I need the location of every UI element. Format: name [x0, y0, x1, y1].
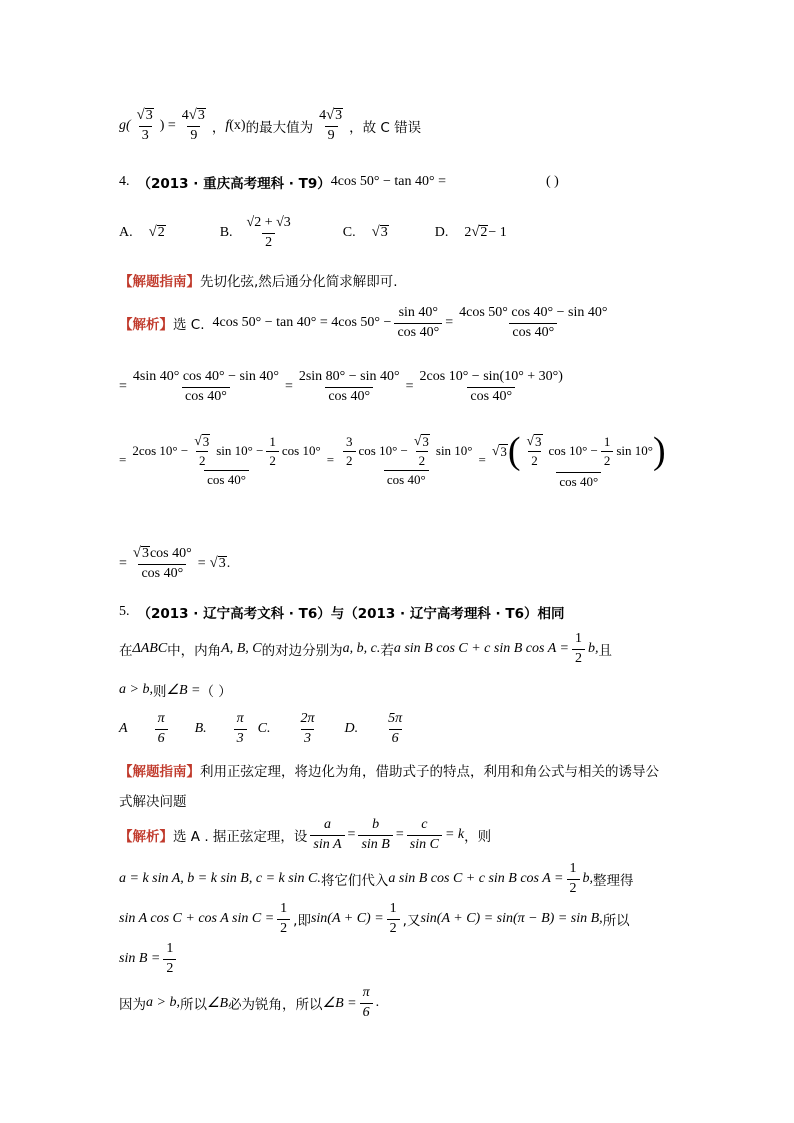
expr: a > b,	[119, 682, 153, 697]
den: 3	[301, 729, 314, 747]
question-5-statement-1	[119, 632, 612, 666]
question-4-solution-line-3	[119, 432, 672, 489]
question-4-solution-line-1	[119, 306, 613, 340]
answer-tag: 【解析】	[119, 829, 173, 846]
den: 9	[325, 126, 338, 144]
q-number: 4.	[119, 174, 130, 189]
guide-tag: 【解题指南】	[119, 764, 200, 780]
option-a-value: √ 2	[148, 224, 165, 241]
t: 所以	[602, 913, 630, 930]
num: 2sin 80° − sin 40°	[298, 369, 400, 384]
num: c	[421, 817, 428, 832]
den: 2	[416, 451, 429, 468]
question-5-header	[119, 602, 564, 622]
option-d-label: D.	[344, 721, 359, 737]
frac-step-2	[456, 306, 610, 340]
frac-final: √ 3 cos 40° cos 40°	[132, 545, 192, 581]
frac-half	[572, 632, 585, 666]
option-b-value	[244, 216, 294, 250]
period: .	[226, 555, 231, 571]
den: cos 40°	[204, 470, 249, 487]
num: 1	[603, 433, 611, 449]
rad: 3	[218, 555, 226, 571]
question-5-solution-4	[119, 942, 179, 976]
den: 2	[266, 451, 279, 468]
answer-blank: （ ）	[200, 684, 232, 700]
t: 因为	[119, 997, 146, 1014]
eq-k: = k	[444, 827, 465, 843]
eq: ) =	[159, 117, 176, 133]
den: 9	[187, 126, 200, 144]
question-5-solution-2	[119, 862, 634, 896]
conclusion: ，故 C 错误	[349, 119, 422, 136]
expr: a = k sin A, b = k sin B, c = k sin C.	[119, 871, 321, 887]
fraction-sqrt3-over-3: √ 3 3	[136, 107, 153, 143]
question-4-solution-line-4	[119, 546, 230, 581]
rad: 3	[145, 108, 153, 123]
q-number: 5.	[119, 604, 130, 619]
eq: =	[119, 555, 127, 571]
expr: sin B =	[119, 951, 161, 967]
expr: a > b,	[146, 995, 180, 1011]
num: cos 40°	[149, 546, 192, 561]
f-arg: (x)	[229, 117, 246, 133]
num: 5π	[388, 711, 403, 726]
t: 则	[152, 684, 167, 700]
num: 1	[389, 901, 397, 916]
eq: =	[119, 452, 127, 468]
num: 1	[280, 901, 288, 916]
rad: 3	[335, 108, 343, 123]
frac-step-7: $\frac{3}{2}$ cos 10° − √ 3 2 sin 10° cos 40°	[337, 434, 475, 486]
num: a	[323, 817, 331, 832]
t: 必为锐角，所以	[228, 997, 323, 1014]
eq: =	[445, 315, 454, 331]
angle: ∠B	[206, 995, 229, 1011]
t: ,又	[402, 913, 421, 930]
n4: 4	[319, 108, 327, 123]
comma: ，	[211, 119, 226, 136]
rad: 3	[535, 434, 542, 450]
period: .	[375, 995, 380, 1011]
expr: sin A cos C + cos A sin C =	[119, 911, 275, 927]
frac-step-3	[130, 370, 282, 404]
den: sin A	[310, 835, 344, 853]
den: sin B	[358, 835, 392, 853]
eq: =	[347, 827, 356, 843]
den: cos 40°	[384, 470, 429, 487]
answer-choice: 选 C.	[173, 317, 205, 334]
den: 2	[567, 879, 580, 897]
expr: sin(A + C) = sin(π − B) = sin B,	[420, 911, 603, 927]
question-5-solution-3	[119, 902, 630, 936]
angle: ∠B =	[166, 682, 201, 698]
num: 2π	[300, 711, 315, 726]
t: 在	[119, 643, 133, 660]
rad: 3	[380, 225, 388, 241]
question-5-solution-1	[119, 818, 491, 852]
t: ，则	[464, 829, 492, 846]
option-a-label: A.	[119, 225, 133, 241]
option-b-label: B.	[219, 225, 233, 241]
t1: 2cos 10° −	[132, 443, 189, 459]
frac-step-6: 2cos 10° − √ 3 2 sin 10° − $\frac{1}{2}$ cos 10° cos 40°	[132, 433, 321, 487]
answer-text: 选 A . 据正弦定理，设	[173, 829, 308, 846]
t1: cos 10° −	[358, 443, 408, 459]
question-5-statement-2	[119, 680, 232, 700]
t: 将它们代入	[320, 873, 389, 890]
option-c-value: √ 3	[371, 224, 388, 241]
rad: 3	[141, 546, 149, 561]
question-4-header	[119, 172, 559, 192]
eq: =	[197, 555, 206, 571]
frac-step-5	[417, 370, 566, 404]
den: 2	[163, 959, 176, 977]
expr: a sin B cos C + c sin B cos A =	[393, 641, 569, 657]
q-source: （2013 · 辽宁高考文科 · T6）与（2013 · 辽宁高考理科 · T6）相同	[137, 606, 565, 622]
q-source: （2013 · 重庆高考理科 · T9）	[137, 176, 331, 192]
question-4-options	[119, 216, 507, 250]
num: 1	[574, 631, 582, 646]
option-a-label: A	[119, 721, 128, 737]
question-5-guide-2	[119, 790, 187, 810]
option-c-label: C.	[342, 225, 356, 241]
den: cos 40°	[467, 387, 515, 405]
t: 且	[598, 643, 612, 660]
answer-tag: 【解析】	[119, 317, 173, 334]
den: sin C	[407, 835, 442, 853]
num: 4cos 50° cos 40° − sin 40°	[459, 305, 608, 320]
t: 所以	[179, 997, 207, 1014]
den: 2	[601, 451, 614, 468]
guide-tag: 【解题指南】	[119, 274, 200, 290]
q-expression: 4cos 50° − tan 40° =	[330, 174, 446, 189]
den: cos 40°	[325, 387, 373, 405]
eq: =	[119, 379, 127, 395]
expr: a sin B cos C + c sin B cos A =	[388, 871, 564, 887]
num: π	[236, 711, 244, 726]
angle-eq: ∠B =	[322, 995, 357, 1011]
eq: =	[478, 452, 486, 468]
line-g-value	[119, 108, 421, 143]
expr-left: 4cos 50° − tan 40° = 4cos 50° −	[212, 315, 392, 331]
angles: A, B, C	[221, 641, 262, 657]
num: 1	[166, 941, 174, 956]
t: 整理得	[593, 873, 634, 890]
option-b-label: B.	[194, 721, 207, 737]
rad: 3	[500, 443, 507, 459]
tri: ΔABC	[132, 641, 168, 657]
rad: 2	[480, 225, 488, 241]
den: 3	[139, 126, 152, 144]
num: 3	[346, 433, 353, 449]
answer-blank: ( )	[546, 174, 559, 189]
den: cos 40°	[182, 387, 230, 405]
num: 1	[269, 433, 276, 449]
frac-sin40-cos40	[394, 306, 442, 340]
sides: a, b, c.	[342, 641, 381, 657]
t2: sin 10°	[435, 443, 473, 459]
t3: cos 10°	[281, 443, 321, 459]
den: 6	[155, 729, 168, 747]
frac-step-8: √ 3 ( √ 3 2 cos 10° − $\frac{1}{2}$ sin 10° ) cos 40°	[491, 430, 666, 489]
den: 2	[196, 451, 209, 468]
den: 2	[528, 451, 541, 468]
t: 的对边分别为	[261, 643, 343, 660]
rad: 3	[422, 434, 429, 450]
den: 2	[343, 451, 356, 468]
t: ,即	[293, 913, 311, 930]
rad: 3	[197, 108, 205, 123]
g-open: g(	[119, 117, 131, 133]
den: cos 40°	[509, 323, 557, 341]
t1: cos 10° −	[548, 443, 598, 459]
rad: 3	[202, 434, 210, 450]
eq: =	[284, 379, 293, 395]
den: 3	[234, 729, 247, 747]
question-5-solution-5	[119, 986, 379, 1020]
question-4-guide	[119, 270, 398, 290]
fraction-4sqrt3-over-9-b: 4 √ 3 9	[319, 107, 343, 143]
t2: sin 10°	[616, 443, 653, 459]
question-4-solution-line-2	[119, 370, 569, 404]
guide-text: 利用正弦定理，将边化为角，借助式子的特点，利用和角公式与相关的诱导公	[200, 764, 659, 780]
eq: =	[395, 827, 404, 843]
num: sin 40°	[398, 305, 439, 320]
den: 2	[277, 919, 290, 937]
question-5-options	[119, 712, 408, 746]
den: 6	[389, 729, 402, 747]
den: cos 40°	[556, 472, 601, 489]
guide-text: 式解决问题	[119, 794, 187, 810]
guide-text: 先切化弦,然后通分化简求解即可.	[200, 274, 398, 290]
den: 6	[360, 1003, 373, 1021]
final-value: √ 3	[209, 554, 226, 571]
option-d-label: D.	[434, 225, 449, 241]
num: 2cos 10° − sin(10° + 30°)	[419, 369, 563, 384]
option-d-pre: 2	[464, 225, 472, 241]
max-text: 的最大值为	[245, 119, 314, 136]
den: cos 40°	[394, 323, 442, 341]
option-d-rad: √ 2	[471, 224, 488, 241]
frac-step-4	[296, 370, 403, 404]
den: 2	[387, 919, 400, 937]
option-d-post: − 1	[488, 225, 507, 241]
den: 2	[262, 233, 275, 251]
eq: =	[326, 452, 335, 468]
den: 2	[572, 649, 585, 667]
eq: =	[405, 379, 414, 395]
t: 中，内角	[167, 643, 222, 660]
f: f	[225, 117, 230, 133]
t: 若	[380, 643, 394, 660]
b: b,	[587, 641, 599, 657]
num: 4sin 40° cos 40° − sin 40°	[132, 369, 279, 384]
den: cos 40°	[138, 564, 186, 582]
question-5-guide-1	[119, 760, 659, 780]
n4: 4	[181, 108, 189, 123]
num: √2 + √3	[246, 215, 291, 230]
expr: sin(A + C) =	[310, 911, 384, 927]
b: b,	[582, 871, 594, 887]
rad: 2	[157, 225, 165, 241]
fraction-4sqrt3-over-9: 4 √ 3 9	[181, 107, 205, 143]
num: π	[362, 985, 370, 1000]
num: π	[157, 711, 165, 726]
option-c-label: C.	[257, 721, 271, 737]
num: b	[372, 817, 380, 832]
num: 1	[569, 861, 577, 876]
t2: sin 10° −	[216, 443, 264, 459]
